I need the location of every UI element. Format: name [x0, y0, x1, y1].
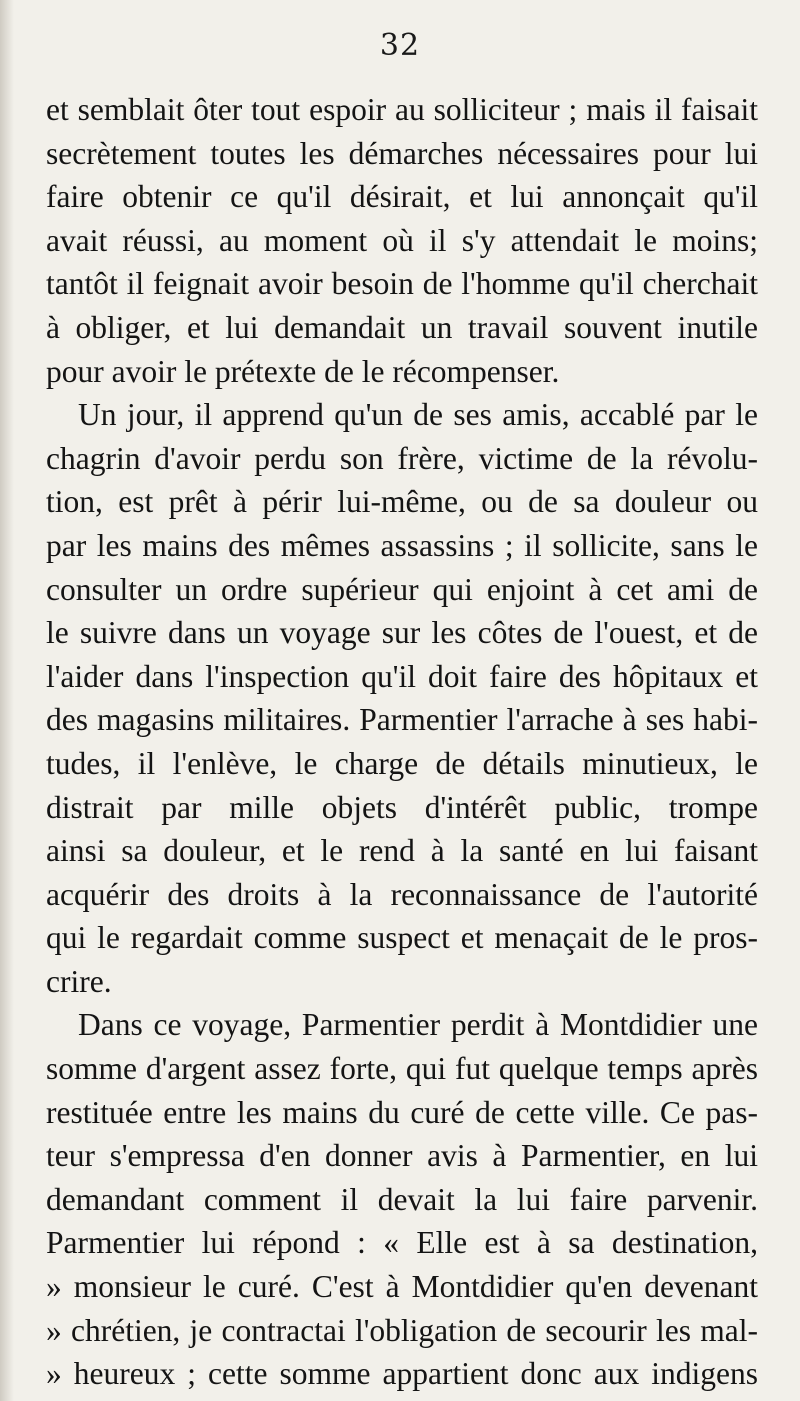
text-line: chagrin d'avoir perdu son frère, victime de la révolu- [46, 440, 758, 476]
text-line: Dans ce voyage, Parmentier perdit à Montdidier une [78, 1007, 758, 1043]
text-line: teur s'empressa d'en donner avis à Parmentier, en lui [46, 1138, 758, 1174]
text-line: qui le regardait comme suspect et menaçait de le pros- [46, 920, 758, 956]
text-line: somme d'argent assez forte, qui fut quelque temps après [46, 1051, 758, 1087]
text-line: l'aider dans l'inspection qu'il doit faire des hôpitaux et [46, 658, 758, 694]
text-line: des magasins militaires. Parmentier l'arrache à ses habi- [46, 702, 758, 738]
text-line: restituée entre les mains du curé de cette ville. Ce pas- [46, 1094, 758, 1130]
text-line: » monsieur le curé. C'est à Montdidier qu'en devenant [46, 1269, 758, 1305]
text-line: distrait par mille objets d'intérêt public, trompe [46, 789, 758, 825]
page-gutter-shadow [0, 0, 14, 1401]
text-line: acquérir des droits à la reconnaissance de l'autorité [46, 876, 758, 912]
text-line: tudes, il l'enlève, le charge de détails minutieux, le [46, 745, 758, 781]
text-line: » chrétien, je contractai l'obligation de secourir les mal- [46, 1312, 758, 1348]
text-line: demandant comment il devait la lui faire parvenir. [46, 1181, 758, 1217]
text-line: ainsi sa douleur, et le rend à la santé en lui faisant [46, 833, 758, 869]
text-line: faire obtenir ce qu'il désirait, et lui annonçait qu'il [46, 179, 758, 215]
text-line: à obliger, et lui demandait un travail souvent inutile [46, 309, 758, 345]
text-line: et semblait ôter tout espoir au solliciteur ; mais il faisait [46, 92, 758, 127]
text-line: consulter un ordre supérieur qui enjoint à cet ami de [46, 571, 758, 607]
text-line: avait réussi, au moment où il s'y attendait le moins; [46, 222, 758, 258]
text-line: Un jour, il apprend qu'un de ses amis, accablé par le [78, 397, 758, 433]
text-line: crire. [46, 963, 112, 999]
text-line: » heureux ; cette somme appartient donc aux indigens [46, 1356, 758, 1392]
page-number: 32 [379, 28, 421, 63]
text-line: le suivre dans un voyage sur les côtes de l'ouest, et de [46, 615, 758, 651]
text-line: pour avoir le prétexte de le récompenser. [46, 353, 560, 389]
body-text [46, 88, 758, 1396]
text-line: secrètement toutes les démarches nécessaires pour lui [46, 135, 758, 171]
text-line: tion, est prêt à périr lui-même, ou de sa douleur ou [46, 484, 758, 520]
text-line: Parmentier lui répond : « Elle est à sa destination, [46, 1225, 758, 1261]
text-line: par les mains des mêmes assassins ; il sollicite, sans le [46, 527, 758, 563]
text-line: tantôt il feignait avoir besoin de l'homme qu'il cherchait [46, 266, 758, 302]
